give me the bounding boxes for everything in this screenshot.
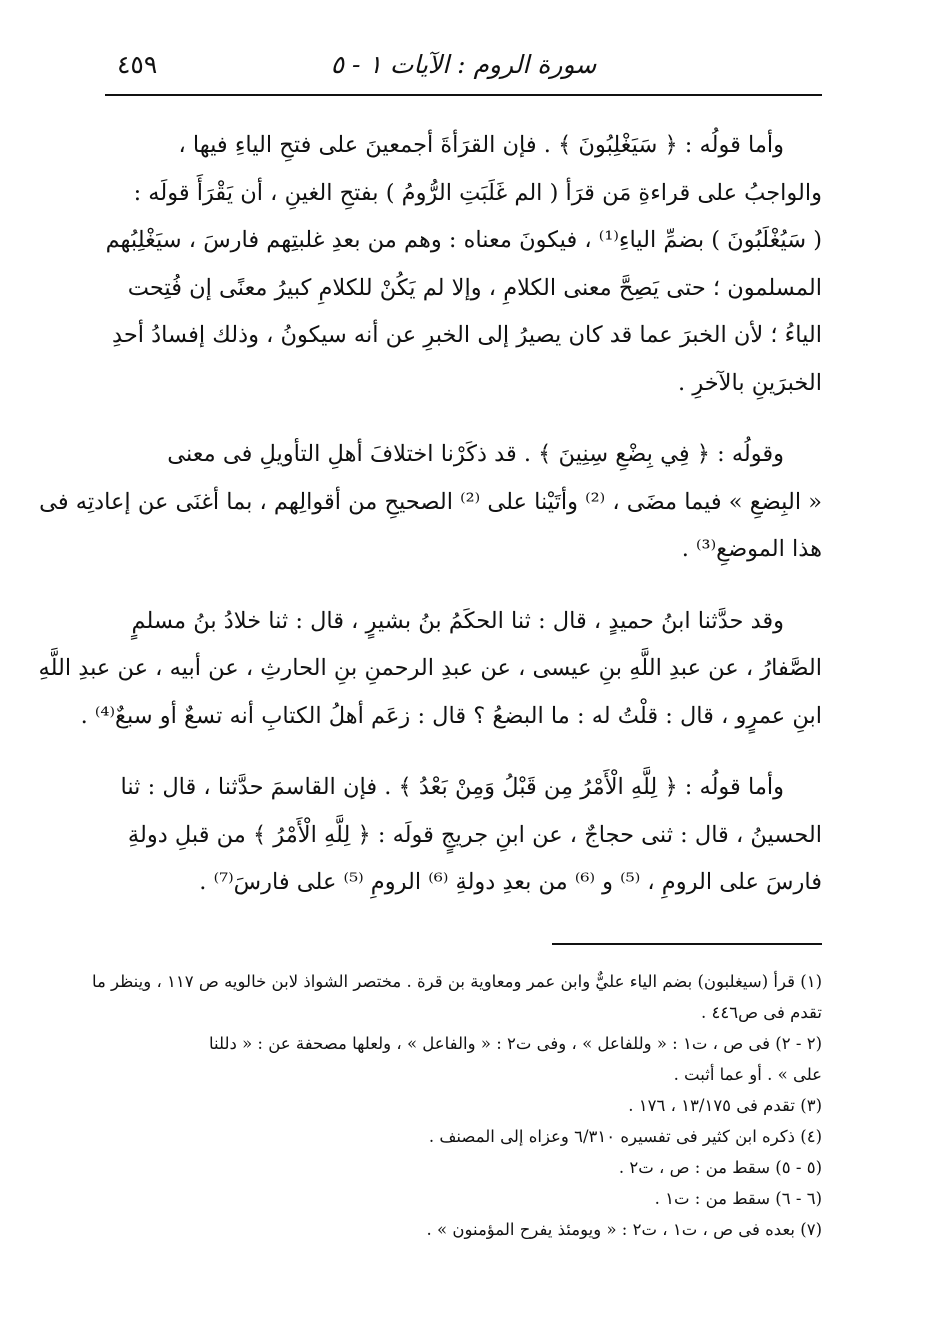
text-line: وأما قولُه : ﴿ لِلَّهِ الْأَمْرُ مِن قَبْلُ وَمِنْ بَعْدُ ﴾ . فإن القاسمَ حدَّثنا ، قال : ثنا (120, 774, 784, 800)
footnotes (91, 966, 822, 1245)
footnote-4: (٤) ذكره ابن كثير فى تفسيره ٦/٣١٠ وعزاه إلى المصنف . (428, 1127, 822, 1146)
text-line: وأما قولُه : ﴿ سَيَغْلِبُونَ ﴾ . فإن القرَأةَ أجمعينَ على فتحِ الياءِ فيها ، (178, 132, 784, 158)
text-line: ابنِ عمرٍو ، قال : قلْتُ له : ما البضعُ ؟ قال : زعَم أهلُ الكتابِ أنه تسعٌ أو سبعٌ⁽⁴⁾ . (80, 702, 822, 729)
page-number: ٤٥٩ (117, 50, 158, 79)
page-header (105, 46, 822, 96)
running-title: سورة الروم : الآيات ١ - ٥ (330, 50, 597, 79)
footnote-divider (552, 943, 822, 945)
footnote-1-continued: تقدم فى ص٤٤٦ . (701, 1003, 822, 1022)
paragraph-1 (105, 122, 822, 407)
text-line: الحسينُ ، قال : ثنى حجاجٌ ، عن ابنِ جريجٍ قولَه : ﴿ لِلَّهِ الْأَمْرُ ﴾ من قبلِ دولةِ (127, 821, 822, 848)
paragraph-4 (105, 764, 822, 907)
text-line: الخبرَينِ بالآخرِ . (678, 369, 822, 396)
footnote-3: (٣) تقدم فى ١٣/١٧٥ ، ١٧٦ . (628, 1096, 822, 1115)
text-line: المسلمون ؛ حتى يَصِحَّ معنى الكلامِ ، وإلا لم يَكُنْ للكلامِ كبيرُ معنًى إن فُتِحت (127, 274, 822, 301)
text-line: الياءُ ؛ لأن الخبرَ عما قد كان يصيرُ إلى الخبرِ عن أنه سيكونُ ، وذلك إفسادُ أحدِ (112, 322, 822, 348)
text-line: هذا الموضعِ⁽³⁾ . (681, 536, 822, 562)
text-line: والواجبُ على قراءةِ مَن قرَأ ( الم غَلَبَتِ الرُّومُ ) بفتحِ الغينِ ، أن يَقْرَأَ قولَه : (133, 179, 822, 206)
text-line: وقولُه : ﴿ فِي بِضْعِ سِنِينَ ﴾ . قد ذكَرْنا اختلافَ أهلِ التأويلِ فى معنى (167, 441, 784, 467)
footnote-5: (٥ - ٥) سقط من : ص ، ت٢ . (618, 1158, 822, 1177)
text-line: الصَّفارُ ، عن عبدِ اللَّهِ بنِ عيسى ، عن عبدِ الرحمنِ بنِ الحارثِ ، عن أبيه ، عن عبدِ اللَّهِ (38, 655, 822, 681)
text-line: وقد حدَّثنا ابنُ حميدٍ ، قال : ثنا الحكَمُ بنُ بشيرٍ ، قال : ثنا خلادُ بنُ مسلمٍ (131, 607, 784, 634)
paragraph-3 (38, 598, 822, 741)
footnote-2: (٢ - ٢) فى ص ، ت١ : « وللفاعل » ، وفى ت٢ : « والفاعل » ، ولعلها مصحفة عن : « دللنا (208, 1034, 822, 1053)
footnote-6: (٦ - ٦) سقط من : ت١ . (654, 1189, 822, 1208)
paragraph-2 (39, 431, 822, 574)
text-line: « البِضعِ » فيما مضَى ، ⁽²⁾ وأتَيْنا على ⁽²⁾ الصحيحِ من أقوالِهم ، بما أغنَى عن إعادتِه فى (39, 488, 822, 515)
footnote-7: (٧) بعده فى ص ، ت١ ، ت٢ : « ويومئذ يفرح المؤمنون » . (426, 1220, 822, 1239)
main-text (38, 122, 822, 931)
footnote-1: (١) قرأ (سيغلبون) بضم الياء عليٌّ وابن عمر ومعاوية بن قرة . مختصر الشواذ لابن خالويه ص ١١٧ ، وينظر ما (91, 972, 822, 991)
text-line: فارسَ على الرومِ ، ⁽⁵⁾ و ⁽⁶⁾ من بعدِ دولةِ ⁽⁶⁾ الرومِ ⁽⁵⁾ على فارسَ⁽⁷⁾ . (199, 869, 822, 895)
footnote-2-continued: على » . أو عما أثبت . (673, 1065, 822, 1084)
text-line: ( سَيُغْلَبُونَ ) بضمِّ الياءِ⁽¹⁾ ، فيكونَ معناه : وهم من بعدِ غلبتِهم فارسَ ، سيَغْلِبُهم (105, 227, 822, 253)
